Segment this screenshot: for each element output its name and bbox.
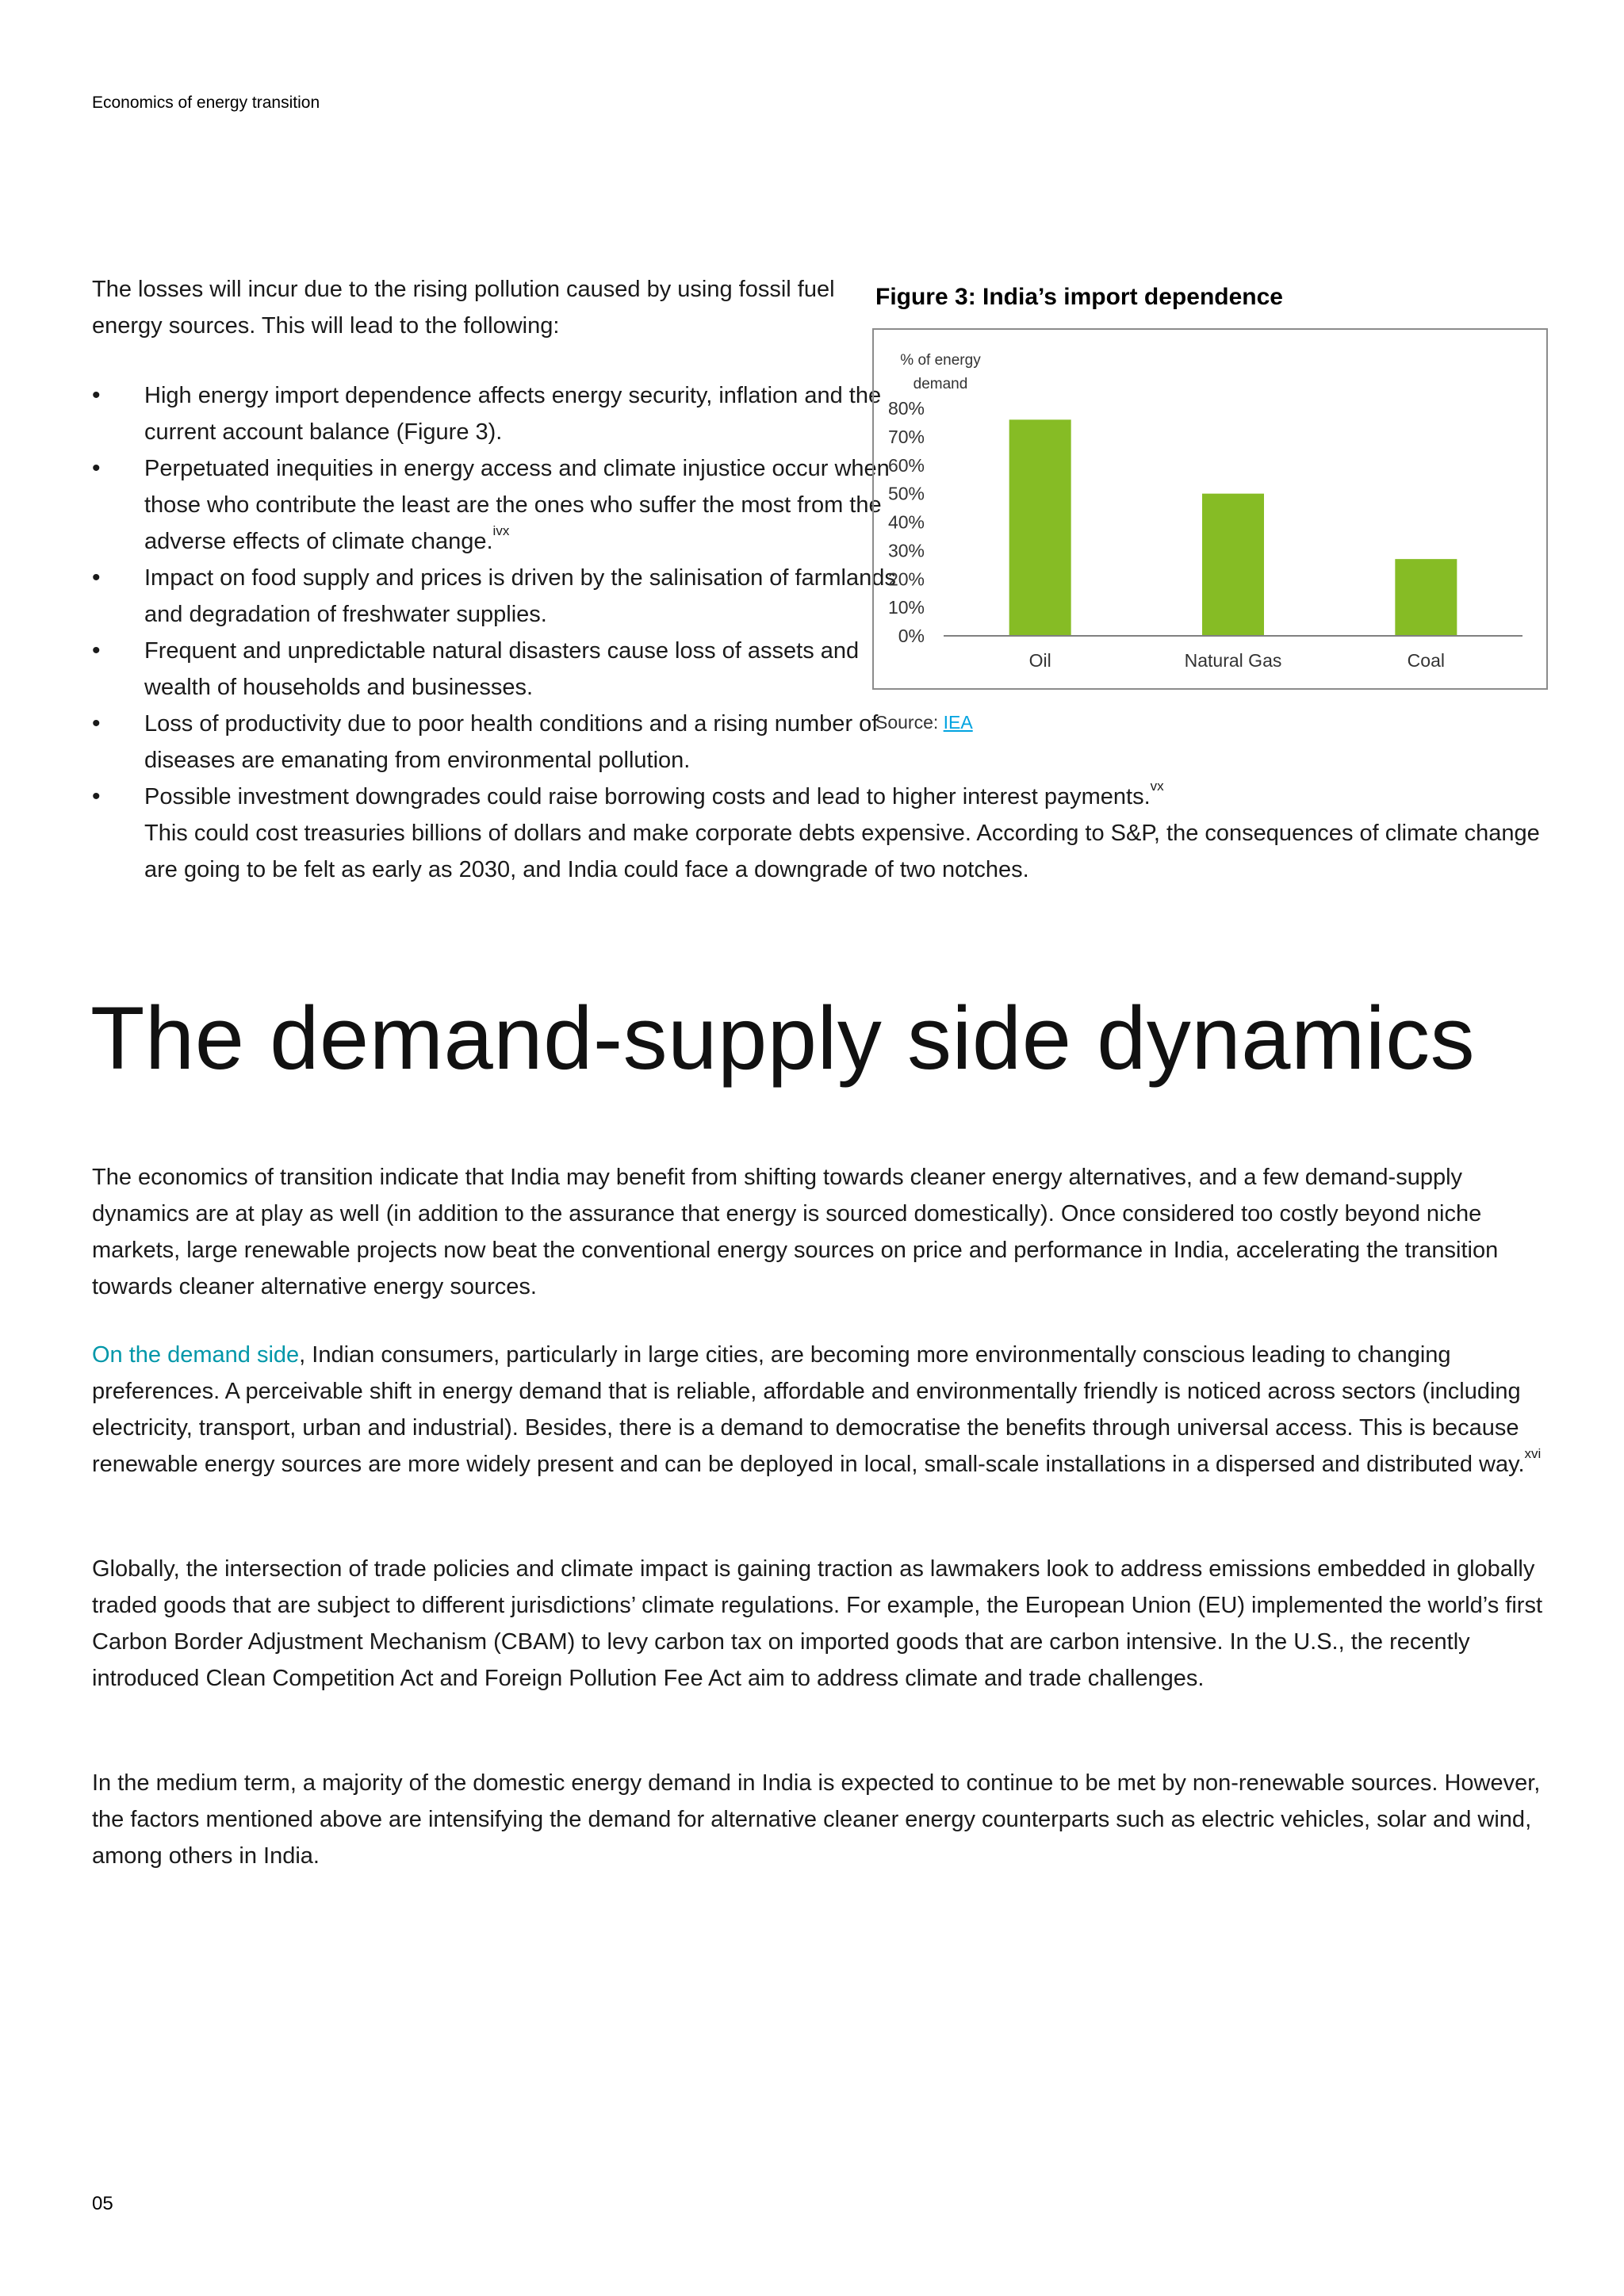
y-tick-label: 50% xyxy=(887,483,925,504)
list-item: • Impact on food supply and prices is driven by the salinisation of farmlands and degradation of freshwater supplies. xyxy=(92,560,929,633)
footnote-ref[interactable]: ivx xyxy=(492,523,510,539)
y-axis-label-line: % of energy xyxy=(900,352,981,369)
list-item: • Loss of productivity due to poor health conditions and a rising number of diseases are emanating from environmental pollution. xyxy=(92,706,929,779)
body-paragraph: In the medium term, a majority of the domestic energy demand in India is expected to continue to be met by non-renewable sources. However, the factors mentioned above are intensifying the demand for alternative cleaner energy counterparts such as electric vehicles, solar and wind, among others in India. xyxy=(92,1770,1541,1869)
source-link[interactable]: IEA xyxy=(943,712,973,733)
body-paragraph: Globally, the intersection of trade policies and climate impact is gaining traction as lawmakers look to address emissions embedded in globally traded goods that are subject to different jurisdictions’ climate regulations. For example, the European Union (EU) implemented the world’s first Carbon Border Adjustment Mechanism (CBAM) to levy carbon tax on imported goods that are carbon intensive. In the U.S., the recently introduced Clean Competition Act and Foreign Pollution Fee Act aim to address climate and trade challenges. xyxy=(92,1556,1542,1691)
footnote-ref[interactable]: vx xyxy=(1150,779,1164,794)
list-item: • Perpetuated inequities in energy access and climate injustice occur when those who contribute the least are the ones who suffer the most from the adverse effects of climate change.$^{ivx}$ xyxy=(92,450,929,560)
y-tick-label: 80% xyxy=(887,398,925,419)
list-item: • Frequent and unpredictable natural disasters cause loss of assets and wealth of households and businesses. xyxy=(92,633,929,706)
list-item: • High energy import dependence affects energy security, inflation and the current account balance (Figure 3). xyxy=(92,377,929,450)
section-title: The demand-supply side dynamics xyxy=(90,989,1476,1088)
figure-title: Figure 3: India’s import dependence xyxy=(875,284,1283,310)
bar-oil xyxy=(1009,419,1071,636)
list-item: • Possible investment downgrades could raise borrowing costs and lead to higher interest payments.$^{vx}$ This could cost treasuries billions of dollars and make corporate debts expensive. According to S&P, the consequences of climate change are going to be felt as early as 2030, and India could face a downgrade of two notches. xyxy=(92,779,1556,888)
y-tick-label: 20% xyxy=(887,568,925,590)
bar-coal xyxy=(1395,559,1457,636)
figure-source: Source: IEA xyxy=(875,712,973,733)
y-tick-label: 30% xyxy=(887,540,925,561)
y-tick-label: 70% xyxy=(887,426,925,447)
x-tick-label: Coal xyxy=(1407,650,1445,671)
import-dependence-chart xyxy=(872,328,1548,690)
y-tick-label: 0% xyxy=(898,626,925,646)
running-header: Economics of energy transition xyxy=(92,94,320,112)
bar-natural-gas xyxy=(1202,494,1264,636)
y-tick-label: 40% xyxy=(887,511,925,533)
demand-side-highlight: On the demand side xyxy=(92,1342,300,1368)
y-tick-label: 10% xyxy=(887,597,925,618)
page-number: 05 xyxy=(92,2193,113,2214)
x-tick-label: Natural Gas xyxy=(1184,650,1282,671)
body-paragraph: On the demand side, Indian consumers, particularly in large cities, are becoming more environmentally conscious leading to changing preferences. A perceivable shift in energy demand that is reliable, affordable and environmentally friendly is noticed across sectors (including electricity, transport, urban and industrial). Besides, there is a demand to democratise the benefits through universal access. This is because renewable energy sources are more widely present and can be deployed in local, small-scale installations in a dispersed and distributed way.$^{xvi}$ xyxy=(92,1342,1542,1477)
chart-svg xyxy=(874,330,1546,688)
body-paragraph: The economics of transition indicate that India may benefit from shifting towards cleaner energy alternatives, and a few demand-supply dynamics are at play as well (in addition to the assurance that energy is sourced domestically). Once considered too costly beyond niche markets, large renewable projects now beat the conventional energy sources on price and performance in India, accelerating the transition towards cleaner alternative energy sources. xyxy=(92,1165,1499,1299)
x-tick-label: Oil xyxy=(1028,650,1051,671)
y-tick-label: 60% xyxy=(887,454,925,476)
y-axis-label-line: demand xyxy=(913,376,968,392)
intro-paragraph: The losses will incur due to the rising pollution caused by using fossil fuel energy sources. This will lead to the following: xyxy=(92,277,835,339)
footnote-ref[interactable]: xvi xyxy=(1524,1446,1542,1462)
